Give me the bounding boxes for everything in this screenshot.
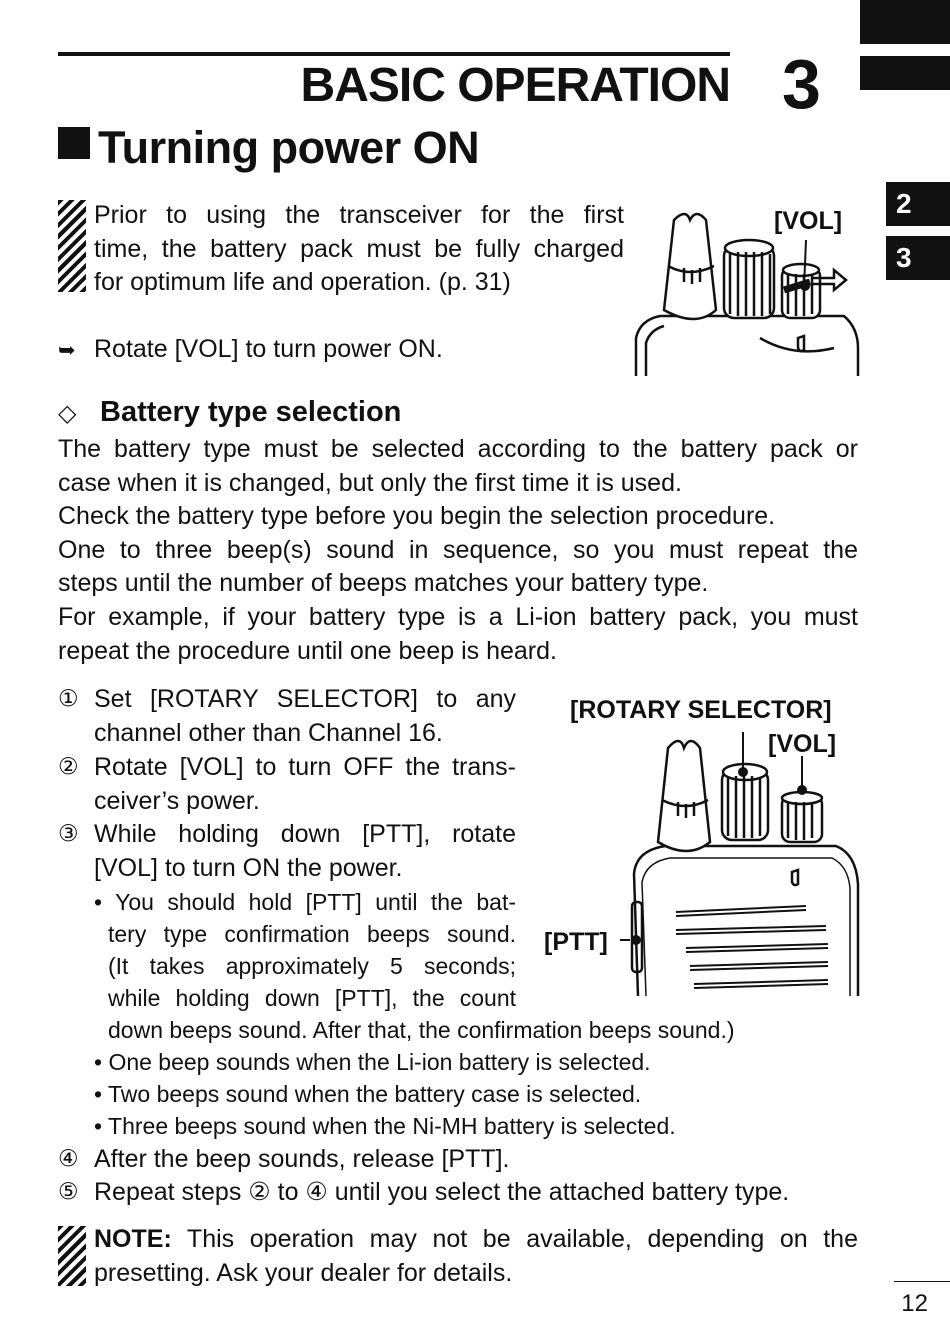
paragraph-line: Check the battery type before you begin the selection procedure.	[58, 502, 776, 531]
paragraph-line: case when it is changed, but only the first time it is used.	[58, 468, 682, 497]
side-tab-3[interactable]: 3	[886, 236, 950, 280]
section-title-text: Turning power ON	[98, 122, 480, 173]
note-line: presetting. Ask your dealer for details.	[94, 1258, 513, 1287]
note-hatch-icon	[58, 200, 86, 292]
square-bullet-icon	[58, 127, 90, 159]
intro-note-line: for optimum life and operation. (p. 31)	[94, 268, 511, 297]
page-number-rule	[894, 1281, 950, 1282]
note-hatch-icon	[58, 1226, 86, 1286]
step-5-line: Repeat steps ② to ④ until you select the attached battery type.	[94, 1178, 790, 1206]
subsection-title: Battery type selection	[100, 396, 402, 428]
vol-label-fig2: [VOL]	[768, 730, 837, 758]
step-number: ④	[58, 1146, 79, 1172]
note-text: This operation may not be available, depending on the	[171, 1225, 858, 1253]
chapter-tab-lower	[860, 56, 950, 90]
note-line	[94, 1223, 858, 1257]
subsection-heading	[58, 396, 401, 429]
vol-label-fig1: [VOL]	[774, 207, 843, 235]
bullet-line: • One beep sounds when the Li-ion battery is selected.	[94, 1049, 651, 1075]
bottom-note	[94, 1223, 858, 1290]
radio-front-illustration	[606, 724, 860, 998]
step-1-line: Set [ROTARY SELECTOR] to any	[94, 685, 516, 713]
section-title	[58, 122, 479, 174]
bullet-line: while holding down [PTT], the count	[108, 985, 516, 1011]
diamond-icon: ◇	[58, 399, 77, 427]
step-2-line: ceiver’s power.	[94, 787, 260, 815]
intro-note-line: Prior to using the transceiver for the first	[94, 201, 624, 229]
bullet-line: (It takes approximately 5 seconds;	[108, 953, 516, 979]
bullet-line: tery type confirmation beeps sound.	[108, 921, 516, 947]
step-1-line: channel other than Channel 16.	[94, 719, 443, 747]
arrow-step	[58, 333, 443, 368]
step-number: ⑤	[58, 1179, 79, 1205]
intro-note	[94, 199, 624, 300]
step-number: ②	[58, 754, 79, 780]
bullet-line: • Two beeps sound when the battery case is selected.	[94, 1081, 642, 1107]
paragraph-line: repeat the procedure until one beep is heard.	[58, 636, 557, 665]
step-3-line: While holding down [PTT], rotate	[94, 820, 516, 848]
paragraph-line: One to three beep(s) sound in sequence, so you must repeat the	[58, 535, 858, 564]
chapter-tab-upper	[860, 0, 950, 44]
header-rule	[58, 52, 730, 56]
step-number: ③	[58, 821, 79, 847]
arrow-icon: ➥	[58, 338, 76, 362]
bullet-line: • You should hold [PTT] until the bat-	[94, 889, 516, 915]
bullet-line: • Three beeps sound when the Ni-MH battery is selected.	[94, 1113, 676, 1139]
page-number: 12	[901, 1290, 928, 1317]
step-number: ①	[58, 686, 79, 712]
chapter-number: 3	[782, 45, 821, 123]
subsection-paragraph	[58, 433, 858, 668]
step-3-line: [VOL] to turn ON the power.	[94, 854, 403, 882]
paragraph-line: steps until the number of beeps matches your battery type.	[58, 569, 709, 598]
step-2-line: Rotate [VOL] to turn OFF the trans-	[94, 753, 516, 781]
bullet-line: down beeps sound. After that, the confirmation beeps sound.)	[108, 1017, 735, 1043]
intro-note-line: time, the battery pack must be fully charged	[94, 234, 624, 263]
radio-front-drawing	[606, 724, 860, 998]
paragraph-line: For example, if your battery type is a Li-ion battery pack, you must	[58, 602, 858, 631]
chapter-title: BASIC OPERATION	[300, 59, 730, 112]
side-tab-2[interactable]: 2	[886, 182, 950, 226]
note-label: NOTE:	[94, 1225, 172, 1253]
rotary-selector-label: [ROTARY SELECTOR]	[570, 696, 832, 724]
ptt-label: [PTT]	[544, 928, 608, 956]
arrow-step-text: Rotate [VOL] to turn power ON.	[94, 335, 443, 363]
paragraph-line: The battery type must be selected according to the battery pack or	[58, 435, 858, 463]
step-4-line: After the beep sounds, release [PTT].	[94, 1145, 510, 1173]
